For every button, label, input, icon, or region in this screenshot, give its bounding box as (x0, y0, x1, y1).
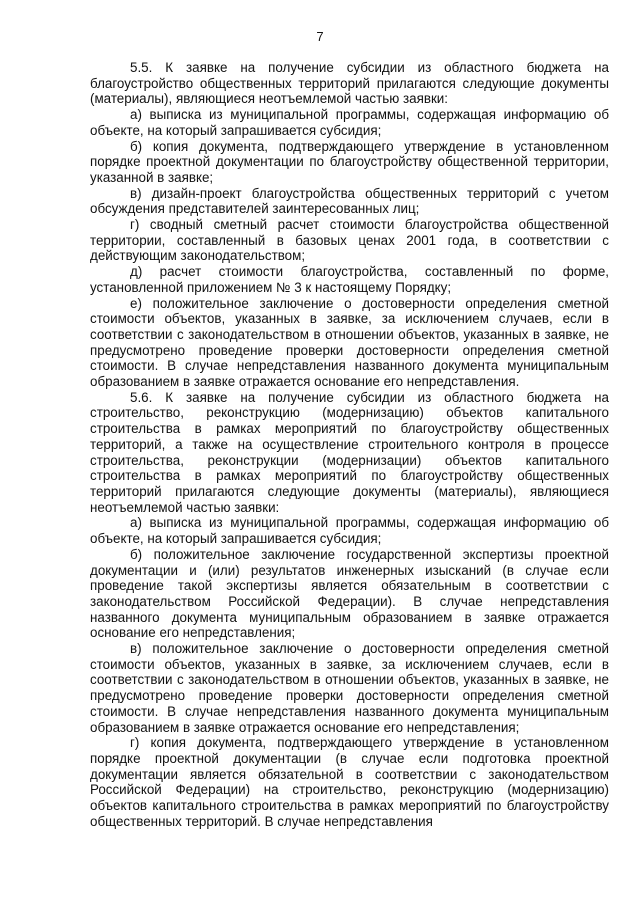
page-number: 7 (316, 29, 324, 44)
list-item-5-5-g: г) сводный сметный расчет стоимости благоустройства общественной территории, составленный в базовых ценах 2001 года, в соответствии с действующим законодательством; (90, 217, 609, 264)
list-item-5-6-g: г) копия документа, подтверждающего утверждение в установленном порядке проектной документации (в случае если подготовка проектной документации является обязательной в соответствии с законодательством Российской Федерации) на строительство, реконструкцию (модернизацию) объектов капитального строительства в рамках мероприятий по благоустройству общественных территорий. В случае непредставления (90, 735, 609, 829)
list-item-5-5-d: д) расчет стоимости благоустройства, составленный по форме, установленной приложением № 3 к настоящему Порядку; (90, 264, 609, 295)
paragraph-5-6: 5.6. К заявке на получение субсидии из областного бюджета на строительство, реконструкцию (модернизацию) объектов капитального строительства в рамках мероприятий по благоустройству общественных территорий, а также на осуществление строительного контроля в процессе строительства, реконструкции (модернизации) объектов капитального строительства в рамках мероприятий по благоустройству общественных территорий прилагаются следующие документы (материалы), являющиеся неотъемлемой частью заявки: (90, 389, 609, 515)
list-item-5-5-e: е) положительное заключение о достоверности определения сметной стоимости объектов, указанных в заявке, за исключением случаев, если в соответствии с законодательством в отношении объектов, указанных в заявке, не предусмотрено проведение проверки достоверности определения сметной стоимости. В случае непредставления названного документа муниципальным образованием в заявке отражается основание его непредставления. (90, 295, 609, 390)
list-item-5-6-b: б) положительное заключение государственной экспертизы проектной документации и (или) результатов инженерных изысканий (в случае если проведение такой экспертизы является обязательным в соответствии с законодательством Российской Федерации). В случае непредставления названного документа муниципальным образованием в заявке отражается основание его непредставления; (90, 546, 609, 641)
paragraph-5-5: 5.5. К заявке на получение субсидии из областного бюджета на благоустройство общественных территорий прилагаются следующие документы (материалы), являющиеся неотъемлемой частью заявки: (90, 60, 609, 107)
list-item-5-5-b: б) копия документа, подтверждающего утверждение в установленном порядке проектной документации по благоустройству общественной территории, указанной в заявке; (90, 138, 609, 185)
list-item-5-6-v: в) положительное заключение о достоверности определения сметной стоимости объектов, указанных в заявке, за исключением случаев, если в соответствии с законодательством в отношении объектов, указанных в заявке, не предусмотрено проведение проверки достоверности определения сметной стоимости. В случае непредставления названного документа муниципальным образованием в заявке отражается основание его непредставления; (90, 641, 609, 735)
list-item-5-6-a: а) выписка из муниципальной программы, содержащая информацию об объекте, на который запрашивается субсидия; (90, 515, 609, 547)
list-item-5-5-a: а) выписка из муниципальной программы, содержащая информацию об объекте, на который запрашивается субсидия; (90, 107, 609, 138)
document-body (90, 60, 609, 829)
list-item-5-5-v: в) дизайн-проект благоустройства общественных территорий с учетом обсуждения представителей заинтересованных лиц; (90, 185, 609, 217)
